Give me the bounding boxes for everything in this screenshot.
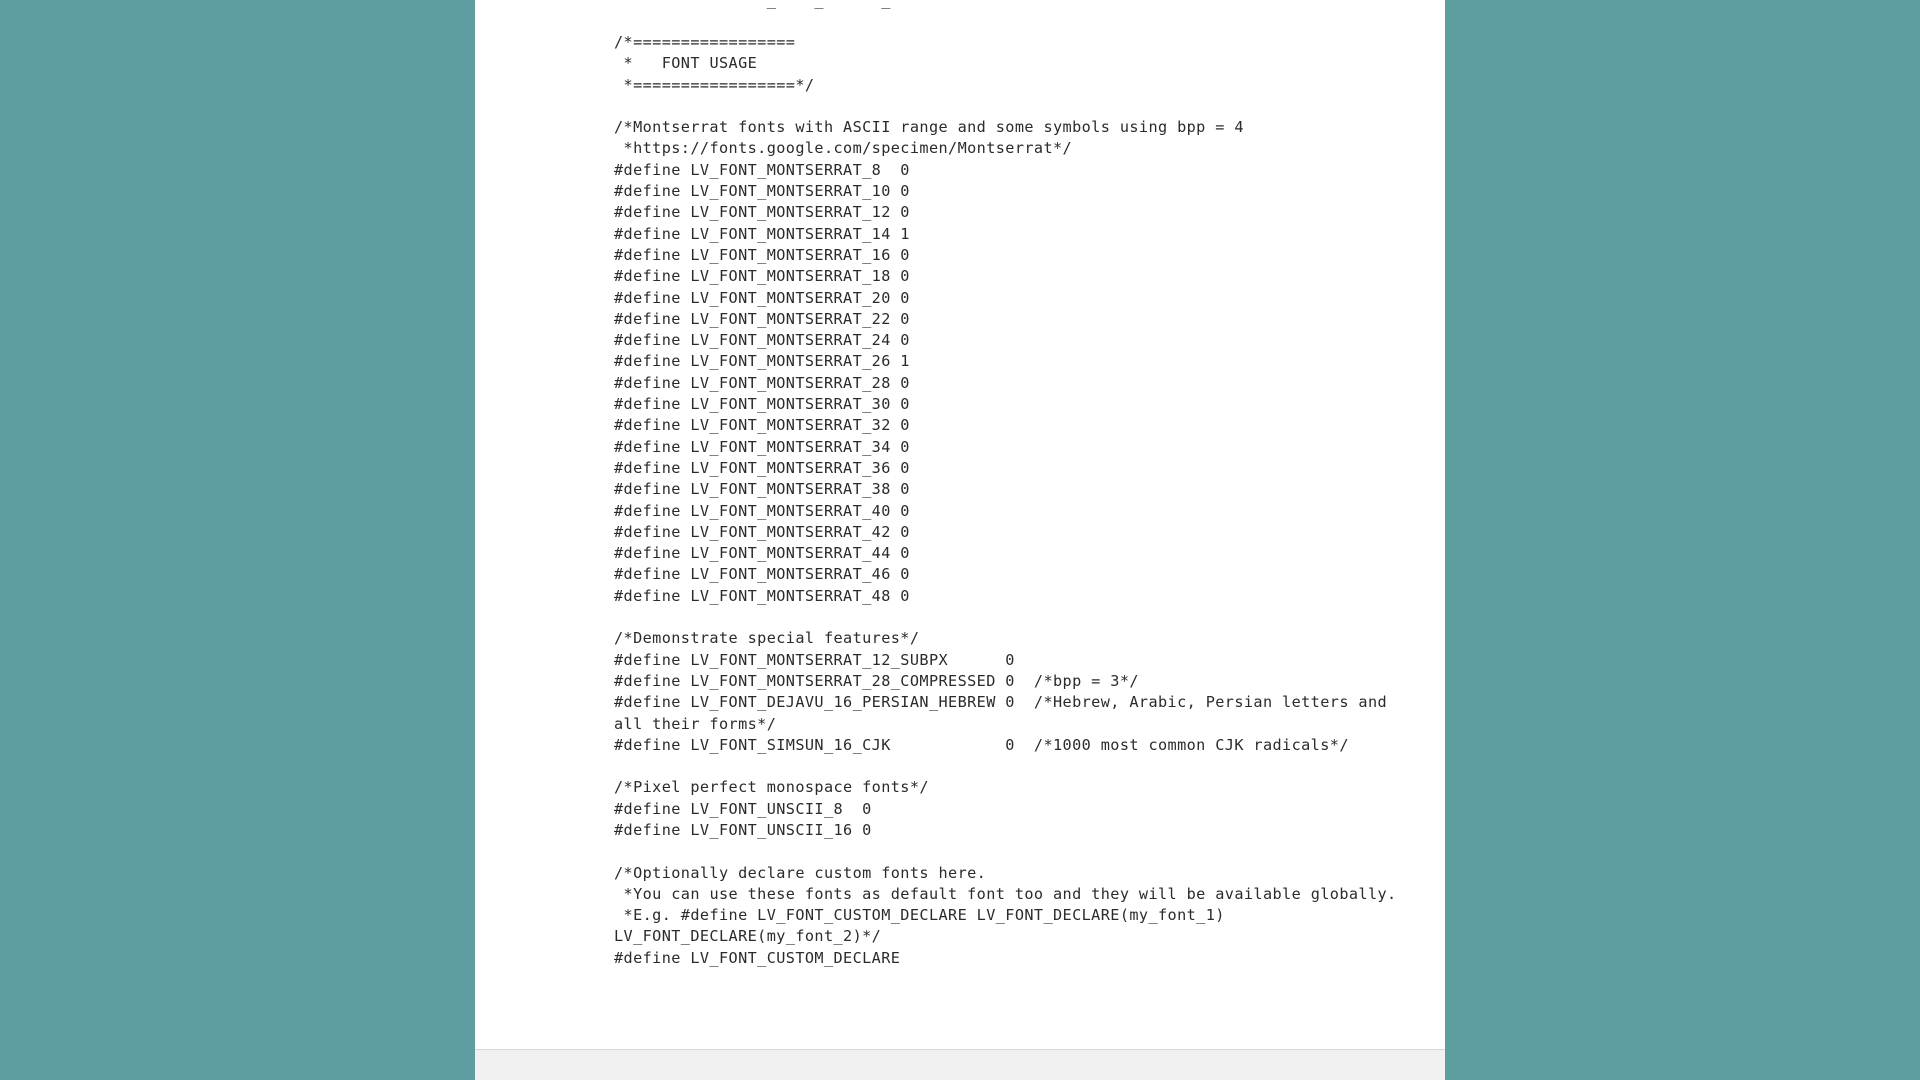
document-page [475,0,1445,1080]
page-footer-bar [475,1049,1445,1080]
code-line: #define LV_FONT_MONTSERRAT_44 0 [614,544,910,563]
code-line: *E.g. #define LV_FONT_CUSTOM_DECLARE LV_FONT_DECLARE(my_font_1) LV_FONT_DECLARE(my_font_2)*/ [614,906,1235,946]
code-line: /*================= [614,33,796,51]
code-line: #define LV_FONT_MONTSERRAT_42 0 [614,522,910,541]
code-line: /*Montserrat fonts with ASCII range and some symbols using bpp = 4 [614,118,1244,137]
code-line: #define LV_FONT_MONTSERRAT_18 0 [614,267,910,286]
code-blank-line [614,96,1414,117]
code-line: * FONT USAGE [614,54,758,73]
code-blank-line [614,607,1414,628]
code-line: #define LV_FONT_MONTSERRAT_48 0 [614,586,910,605]
code-line: #define LV_FONT_MONTSERRAT_16 0 [614,245,910,264]
code-line: *You can use these fonts as default font too and they will be available globally. [614,884,1397,903]
code-line: #define LV_FONT_MONTSERRAT_46 0 [614,565,910,584]
code-line: #define LV_FONT_MONTSERRAT_26 1 [614,352,910,371]
code-blank-line [614,756,1414,777]
code-blank-line [614,841,1414,862]
code-line: #define LV_FONT_MONTSERRAT_12 0 [614,203,910,222]
code-line: #define LV_FONT_SIMSUN_16_CJK 0 /*1000 most common CJK radicals*/ [614,735,1349,754]
code-line: #define LV_FONT_CUSTOM_DECLARE [614,948,901,967]
code-line: #define LV_FONT_MONTSERRAT_28 0 [614,373,910,392]
code-line: #define LV_FONT_MONTSERRAT_32 0 [614,416,910,435]
code-line: *https://fonts.google.com/specimen/Montserrat*/ [614,139,1073,158]
code-line: #define LV_FONT_DEJAVU_16_PERSIAN_HEBREW 0 /*Hebrew, Arabic, Persian letters and all their forms*/ [614,693,1397,733]
code-line: #define LV_FONT_UNSCII_16 0 [614,820,872,839]
code-line: #define LV_FONT_MONTSERRAT_14 1 [614,224,910,243]
code-line: #define LV_FONT_MONTSERRAT_34 0 [614,437,910,456]
code-line: #define LV_FONT_MONTSERRAT_30 0 [614,395,910,414]
source-code-text [614,32,1414,969]
clipped-top-line: _ _ _ [614,0,891,9]
code-line: /*Pixel perfect monospace fonts*/ [614,778,929,797]
code-line: #define LV_FONT_MONTSERRAT_10 0 [614,182,910,201]
code-line: #define LV_FONT_MONTSERRAT_38 0 [614,480,910,499]
code-line: #define LV_FONT_MONTSERRAT_40 0 [614,501,910,520]
code-line: *=================*/ [614,75,815,94]
code-line: #define LV_FONT_MONTSERRAT_22 0 [614,309,910,328]
code-line: #define LV_FONT_MONTSERRAT_8 0 [614,160,910,179]
code-line: #define LV_FONT_MONTSERRAT_28_COMPRESSED 0 /*bpp = 3*/ [614,671,1139,690]
code-line: /*Demonstrate special features*/ [614,629,920,648]
code-line: #define LV_FONT_MONTSERRAT_36 0 [614,458,910,477]
code-line: #define LV_FONT_UNSCII_8 0 [614,799,872,818]
code-line: /*Optionally declare custom fonts here. [614,863,987,882]
code-line: #define LV_FONT_MONTSERRAT_12_SUBPX 0 [614,650,1015,669]
code-line: #define LV_FONT_MONTSERRAT_24 0 [614,331,910,350]
code-line: #define LV_FONT_MONTSERRAT_20 0 [614,288,910,307]
